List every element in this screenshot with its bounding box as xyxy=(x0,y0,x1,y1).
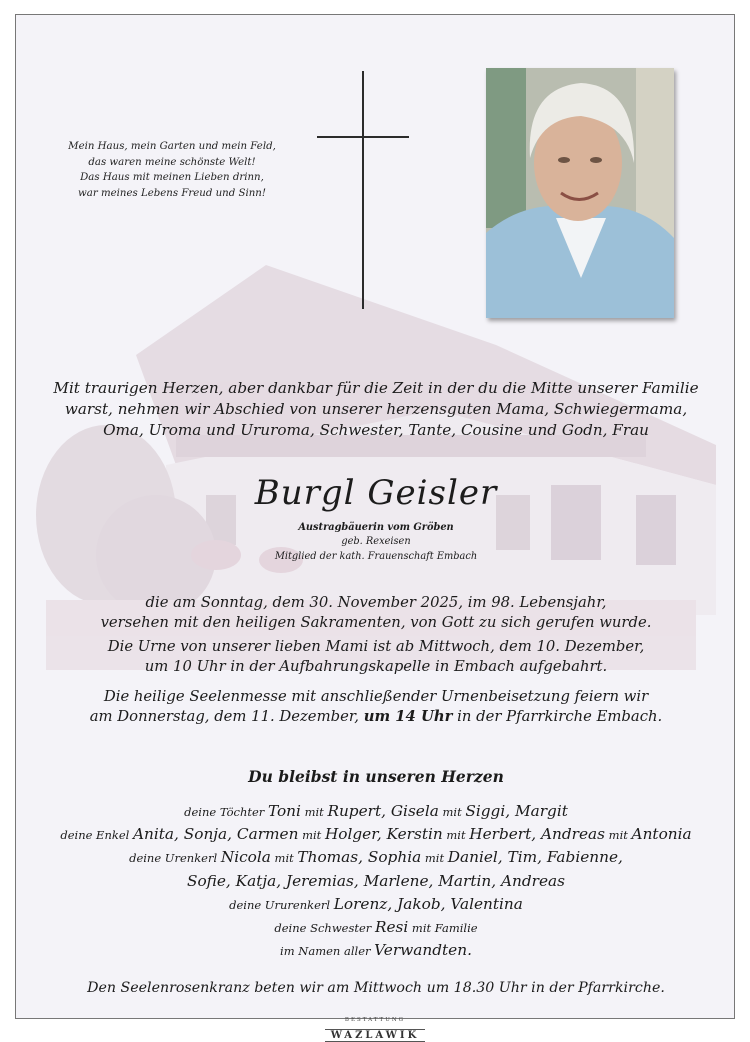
mass-time: um 14 Uhr xyxy=(363,708,453,725)
poem xyxy=(52,139,292,201)
paragraph-text: am Donnerstag, dem 11. Dezember, xyxy=(89,708,364,725)
cross-icon xyxy=(362,71,364,309)
family-names: Herbert, Andreas xyxy=(469,825,606,844)
paragraph-line: um 10 Uhr in der Aufbahrungskapelle in Embach aufgebahrt. xyxy=(144,658,608,675)
poem-line: das waren meine schönste Welt! xyxy=(88,156,256,168)
family-relation: mit xyxy=(438,805,466,819)
paragraph-line: Die heilige Seelenmesse mit anschließender Urnenbeisetzung feiern wir xyxy=(103,688,649,705)
family-names: Verwandten. xyxy=(374,941,472,960)
deceased-details xyxy=(221,521,531,564)
family-names: Daniel, Tim, Fabienne, xyxy=(447,848,623,867)
family-row xyxy=(36,915,716,938)
family-row xyxy=(36,822,716,845)
family-relation: mit xyxy=(421,851,448,866)
paragraph-line: Die Urne von unserer lieben Mami ist ab Mittwoch, dem 10. Dezember, xyxy=(107,638,645,655)
paragraph-line: die am Sonntag, dem 30. November 2025, im 98. Lebensjahr, xyxy=(145,594,607,611)
role-line: Austragbäuerin vom Gröben xyxy=(298,522,454,533)
family-relation: deine Ururenkerl xyxy=(229,897,334,912)
family-names: Antonia xyxy=(631,825,692,844)
family-names: Sofie, Katja, Jeremias, Marlene, Martin, Andreas xyxy=(186,871,565,890)
family-relation: deine Urenkerl xyxy=(129,851,221,866)
intro-line: warst, nehmen wir Abschied von unserer herzensguten Mama, Schwiegermama, xyxy=(64,400,688,418)
paragraph-line: versehen mit den heiligen Sakramenten, von Gott zu sich gerufen wurde. xyxy=(100,614,652,631)
paragraph-line xyxy=(36,707,716,727)
birth-name-line: geb. Rexeisen xyxy=(341,536,411,548)
rosary-notice: Den Seelenrosenkranz beten wir am Mittwoch um 18.30 Uhr in der Pfarrkirche. xyxy=(87,980,665,996)
undertaker-logo xyxy=(290,1017,460,1042)
urn-paragraph xyxy=(36,637,716,677)
family-names: Siggi, Margit xyxy=(465,802,568,820)
family-names: Rupert, Gisela xyxy=(327,802,439,820)
family-row xyxy=(36,869,716,892)
poem-line: war meines Lebens Freud und Sinn! xyxy=(78,187,266,199)
remembrance-heading: Du bleibst in unseren Herzen xyxy=(248,767,504,786)
family-relation: mit xyxy=(605,828,632,843)
family-list xyxy=(36,799,716,961)
poem-line: Mein Haus, mein Garten und mein Feld, xyxy=(68,141,276,152)
family-names: Anita, Sonja, Carmen xyxy=(132,825,299,844)
intro-text xyxy=(36,378,716,441)
family-names: Holger, Kerstin xyxy=(324,825,443,844)
deceased-name: Burgl Geisler xyxy=(254,473,498,513)
family-names: Toni xyxy=(267,802,301,820)
family-relation: mit xyxy=(298,828,325,843)
intro-line: Oma, Uroma und Ururoma, Schwester, Tante, Cousine und Godn, Frau xyxy=(103,421,649,439)
logo-tagline: BESTATTUNG xyxy=(344,1017,406,1023)
family-relation: im Namen aller xyxy=(280,944,375,959)
cross-icon-bar xyxy=(317,136,409,138)
poem-line: Das Haus mit meinen Lieben drinn, xyxy=(80,172,264,184)
mass-paragraph xyxy=(36,687,716,727)
parte-card xyxy=(15,14,735,1019)
family-names: Nicola xyxy=(220,848,271,867)
portrait-photo xyxy=(486,68,674,318)
family-names: Thomas, Sophia xyxy=(297,848,422,867)
family-names: Resi xyxy=(374,917,409,936)
family-row xyxy=(36,938,716,961)
family-names: Lorenz, Jakob, Valentina xyxy=(333,894,523,913)
paragraph-text: in der Pfarrkirche Embach. xyxy=(452,708,663,725)
family-row xyxy=(36,799,716,822)
intro-line: Mit traurigen Herzen, aber dankbar für die Zeit in der du die Mitte unserer Familie xyxy=(53,379,699,397)
logo-brand: WAZLAWIK xyxy=(325,1029,426,1042)
membership-line: Mitglied der kath. Frauenschaft Embach xyxy=(274,550,478,562)
family-relation: mit xyxy=(442,828,470,843)
family-relation: deine Enkel xyxy=(60,828,133,843)
family-relation: deine Töchter xyxy=(184,805,268,819)
family-row xyxy=(36,892,716,915)
family-relation: deine Schwester xyxy=(274,920,375,935)
family-row xyxy=(36,845,716,868)
family-relation: mit xyxy=(270,851,298,866)
death-notice-paragraph xyxy=(36,593,716,633)
family-relation: mit xyxy=(300,805,328,819)
family-relation: mit Familie xyxy=(408,920,478,935)
